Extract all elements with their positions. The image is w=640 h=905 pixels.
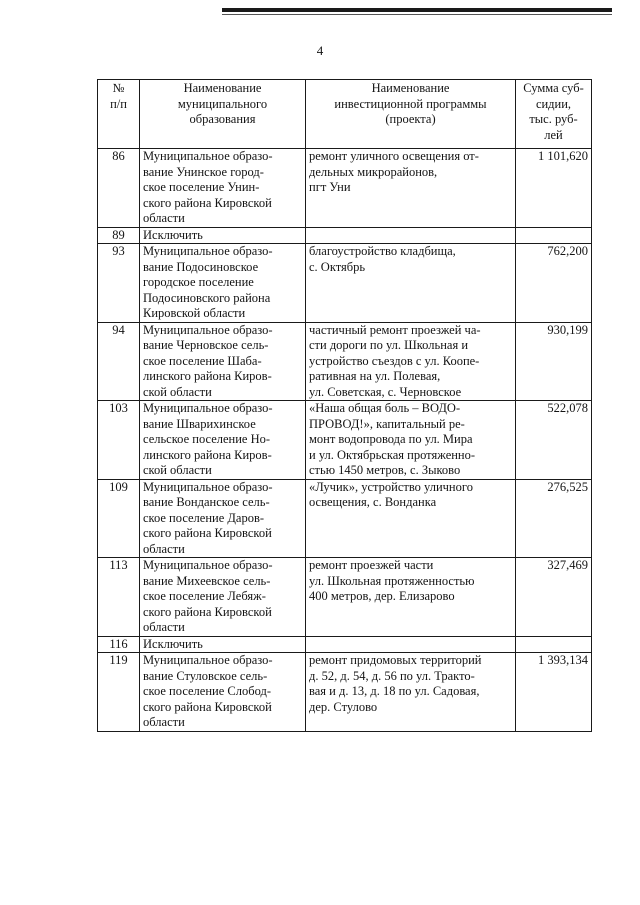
municipality-name: Исключить	[140, 636, 306, 653]
table-row	[98, 227, 592, 244]
subsidy-table	[97, 79, 592, 732]
table-body	[98, 149, 592, 732]
row-number: 93	[98, 244, 140, 323]
municipality-name: Исключить	[140, 227, 306, 244]
municipality-name: Муниципальное образо- вание Михеевское сель- ское поселение Лебяж- ского района Кировской области	[140, 558, 306, 637]
row-number: 116	[98, 636, 140, 653]
table-row	[98, 636, 592, 653]
program-name: частичный ремонт проезжей ча- сти дороги по ул. Школьная и устройство съездов с ул. Коопе- ративная на ул. Полевая, ул. Советская, с. Черновское	[306, 322, 516, 401]
municipality-name: Муниципальное образо- вание Шварихинское сельское поселение Но- линского района Киров- ской области	[140, 401, 306, 480]
program-name	[306, 636, 516, 653]
row-number: 94	[98, 322, 140, 401]
municipality-name: Муниципальное образо- вание Вонданское сель- ское поселение Даров- ского района Кировской области	[140, 479, 306, 558]
subsidy-amount: 930,199	[516, 322, 592, 401]
municipality-name: Муниципальное образо- вание Унинское город- ское поселение Унин- ского района Кировской области	[140, 149, 306, 228]
subsidy-amount: 1 393,134	[516, 653, 592, 732]
program-name: «Лучик», устройство уличного освещения, с. Вонданка	[306, 479, 516, 558]
row-number: 89	[98, 227, 140, 244]
subsidy-amount	[516, 227, 592, 244]
subsidy-amount: 1 101,620	[516, 149, 592, 228]
header-name: Наименование муниципального образования	[140, 80, 306, 149]
header-sum: Сумма суб- сидии, тыс. руб- лей	[516, 80, 592, 149]
top-rule-thin	[222, 14, 612, 15]
header-program: Наименование инвестиционной программы (проекта)	[306, 80, 516, 149]
subsidy-amount: 522,078	[516, 401, 592, 480]
top-rule	[222, 8, 612, 12]
table-row	[98, 401, 592, 480]
table-row	[98, 558, 592, 637]
row-number: 119	[98, 653, 140, 732]
row-number: 113	[98, 558, 140, 637]
subsidy-amount: 762,200	[516, 244, 592, 323]
row-number: 103	[98, 401, 140, 480]
program-name: ремонт придомовых территорий д. 52, д. 54, д. 56 по ул. Тракто- вая и д. 13, д. 18 по ул. Садовая, дер. Стулово	[306, 653, 516, 732]
program-name	[306, 227, 516, 244]
table-row	[98, 244, 592, 323]
program-name: ремонт уличного освещения от- дельных микрорайонов, пгт Уни	[306, 149, 516, 228]
row-number: 109	[98, 479, 140, 558]
row-number: 86	[98, 149, 140, 228]
municipality-name: Муниципальное образо- вание Подосиновское городское поселение Подосиновского района Кировской области	[140, 244, 306, 323]
program-name: благоустройство кладбища, с. Октябрь	[306, 244, 516, 323]
municipality-name: Муниципальное образо- вание Черновское сель- ское поселение Шаба- линского района Киров- ской области	[140, 322, 306, 401]
page-number: 4	[316, 43, 324, 58]
subsidy-amount: 327,469	[516, 558, 592, 637]
municipality-name: Муниципальное образо- вание Стуловское сель- ское поселение Слобод- ского района Кировской области	[140, 653, 306, 732]
table-row	[98, 149, 592, 228]
subsidy-amount	[516, 636, 592, 653]
table-row	[98, 479, 592, 558]
program-name: «Наша общая боль – ВОДО- ПРОВОД!», капитальный ре- монт водопровода по ул. Мира и ул. Октябрьская протяженно- стью 1450 метров, с. Зыково	[306, 401, 516, 480]
table-row	[98, 653, 592, 732]
program-name: ремонт проезжей части ул. Школьная протяженностью 400 метров, дер. Елизарово	[306, 558, 516, 637]
table-header-row	[98, 80, 592, 149]
table-row	[98, 322, 592, 401]
subsidy-amount: 276,525	[516, 479, 592, 558]
header-num: № п/п	[98, 80, 140, 149]
